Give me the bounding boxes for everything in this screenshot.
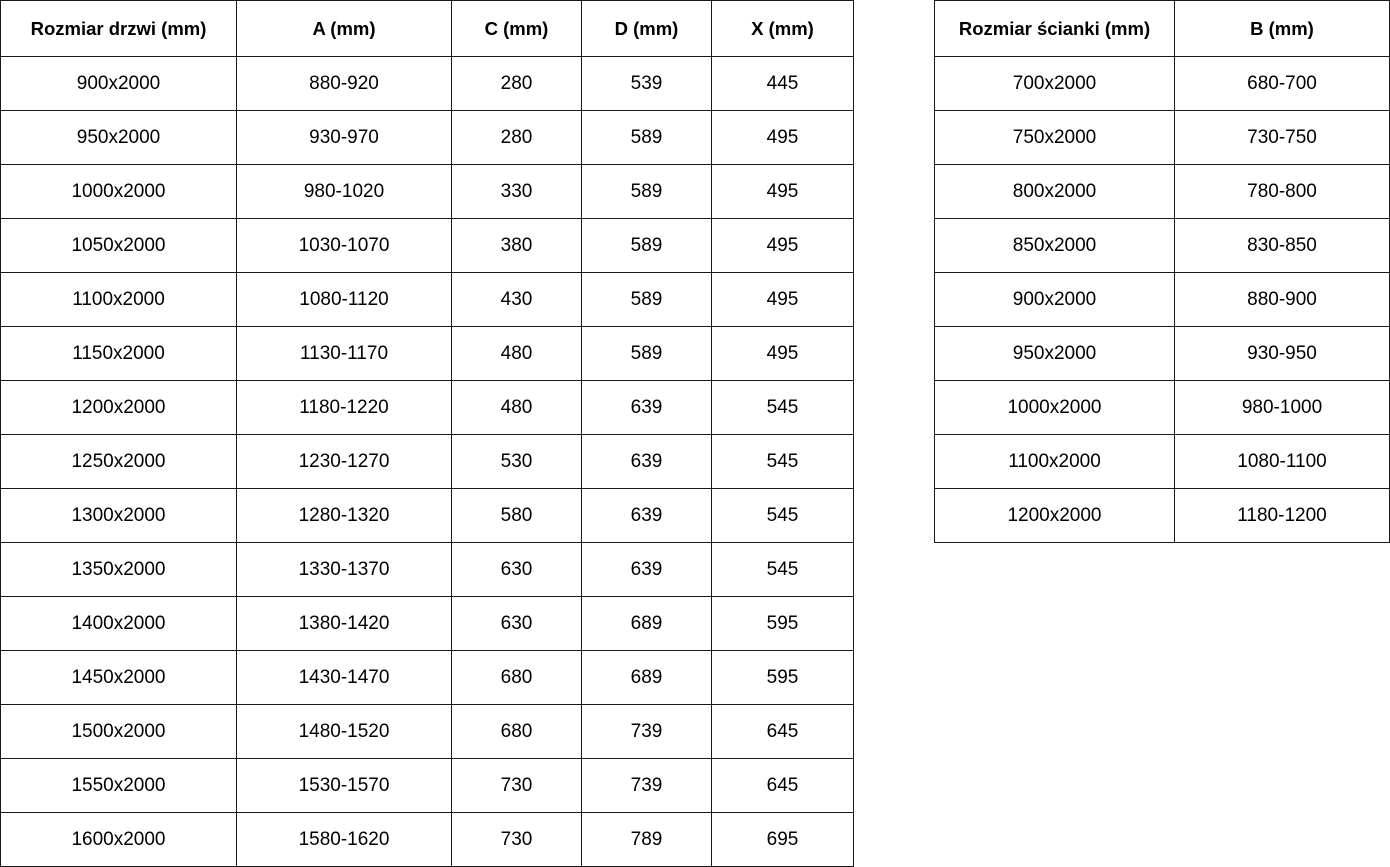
table-cell: 1200x2000 bbox=[935, 489, 1175, 543]
table-cell: 430 bbox=[452, 273, 582, 327]
table-cell: 930-970 bbox=[237, 111, 452, 165]
table-cell: 739 bbox=[582, 705, 712, 759]
table-row bbox=[1, 759, 854, 813]
table-row bbox=[1, 543, 854, 597]
table-cell: 1580-1620 bbox=[237, 813, 452, 867]
table-cell: 689 bbox=[582, 651, 712, 705]
table-cell: 545 bbox=[712, 489, 854, 543]
table-cell: 1250x2000 bbox=[1, 435, 237, 489]
table-row bbox=[935, 165, 1390, 219]
table-cell: 495 bbox=[712, 165, 854, 219]
table-cell: 380 bbox=[452, 219, 582, 273]
table-cell: 280 bbox=[452, 57, 582, 111]
table-cell: 950x2000 bbox=[1, 111, 237, 165]
table-cell: 480 bbox=[452, 327, 582, 381]
column-header-a: A (mm) bbox=[237, 1, 452, 57]
table-cell: 589 bbox=[582, 219, 712, 273]
table-cell: 639 bbox=[582, 381, 712, 435]
table-cell: 480 bbox=[452, 381, 582, 435]
table-header-row bbox=[1, 1, 854, 57]
table-cell: 1180-1200 bbox=[1175, 489, 1390, 543]
table-cell: 330 bbox=[452, 165, 582, 219]
table-cell: 1050x2000 bbox=[1, 219, 237, 273]
table-cell: 1400x2000 bbox=[1, 597, 237, 651]
column-header-wall-size: Rozmiar ścianki (mm) bbox=[935, 1, 1175, 57]
table-cell: 589 bbox=[582, 273, 712, 327]
table-cell: 639 bbox=[582, 489, 712, 543]
table-cell: 589 bbox=[582, 111, 712, 165]
table-cell: 1480-1520 bbox=[237, 705, 452, 759]
table-cell: 1080-1120 bbox=[237, 273, 452, 327]
table-cell: 1450x2000 bbox=[1, 651, 237, 705]
table-cell: 495 bbox=[712, 111, 854, 165]
table-cell: 950x2000 bbox=[935, 327, 1175, 381]
table-row bbox=[1, 57, 854, 111]
table-cell: 1500x2000 bbox=[1, 705, 237, 759]
table-cell: 1000x2000 bbox=[935, 381, 1175, 435]
table-row bbox=[1, 435, 854, 489]
table-cell: 980-1020 bbox=[237, 165, 452, 219]
table-cell: 639 bbox=[582, 543, 712, 597]
table-cell: 680 bbox=[452, 705, 582, 759]
table-header-row bbox=[935, 1, 1390, 57]
door-sizes-table-head bbox=[1, 1, 854, 57]
table-cell: 789 bbox=[582, 813, 712, 867]
table-row bbox=[935, 489, 1390, 543]
table-cell: 1350x2000 bbox=[1, 543, 237, 597]
table-cell: 645 bbox=[712, 705, 854, 759]
table-cell: 1000x2000 bbox=[1, 165, 237, 219]
table-cell: 730-750 bbox=[1175, 111, 1390, 165]
table-cell: 1600x2000 bbox=[1, 813, 237, 867]
table-cell: 1130-1170 bbox=[237, 327, 452, 381]
column-header-door-size: Rozmiar drzwi (mm) bbox=[1, 1, 237, 57]
table-cell: 1100x2000 bbox=[1, 273, 237, 327]
table-row bbox=[935, 327, 1390, 381]
table-row bbox=[1, 219, 854, 273]
table-cell: 1530-1570 bbox=[237, 759, 452, 813]
table-row bbox=[935, 435, 1390, 489]
table-row bbox=[1, 705, 854, 759]
table-row bbox=[1, 489, 854, 543]
table-cell: 1550x2000 bbox=[1, 759, 237, 813]
table-cell: 1030-1070 bbox=[237, 219, 452, 273]
table-cell: 495 bbox=[712, 273, 854, 327]
column-header-x: X (mm) bbox=[712, 1, 854, 57]
table-cell: 680 bbox=[452, 651, 582, 705]
table-cell: 880-900 bbox=[1175, 273, 1390, 327]
table-cell: 639 bbox=[582, 435, 712, 489]
table-row bbox=[935, 273, 1390, 327]
table-cell: 1230-1270 bbox=[237, 435, 452, 489]
table-cell: 589 bbox=[582, 327, 712, 381]
table-cell: 495 bbox=[712, 327, 854, 381]
table-cell: 1200x2000 bbox=[1, 381, 237, 435]
table-row bbox=[1, 165, 854, 219]
table-cell: 689 bbox=[582, 597, 712, 651]
table-row bbox=[935, 219, 1390, 273]
table-row bbox=[1, 381, 854, 435]
wall-sizes-table-body bbox=[935, 57, 1390, 543]
table-cell: 539 bbox=[582, 57, 712, 111]
table-cell: 730 bbox=[452, 813, 582, 867]
table-cell: 630 bbox=[452, 543, 582, 597]
table-cell: 739 bbox=[582, 759, 712, 813]
table-row bbox=[1, 651, 854, 705]
wall-sizes-table-head bbox=[935, 1, 1390, 57]
column-header-d: D (mm) bbox=[582, 1, 712, 57]
table-cell: 930-950 bbox=[1175, 327, 1390, 381]
table-cell: 1280-1320 bbox=[237, 489, 452, 543]
table-cell: 589 bbox=[582, 165, 712, 219]
table-cell: 780-800 bbox=[1175, 165, 1390, 219]
table-cell: 630 bbox=[452, 597, 582, 651]
table-cell: 695 bbox=[712, 813, 854, 867]
table-cell: 1100x2000 bbox=[935, 435, 1175, 489]
table-cell: 1150x2000 bbox=[1, 327, 237, 381]
table-row bbox=[1, 813, 854, 867]
table-row bbox=[1, 597, 854, 651]
table-cell: 880-920 bbox=[237, 57, 452, 111]
table-cell: 1180-1220 bbox=[237, 381, 452, 435]
table-cell: 730 bbox=[452, 759, 582, 813]
table-cell: 645 bbox=[712, 759, 854, 813]
table-cell: 1330-1370 bbox=[237, 543, 452, 597]
table-cell: 850x2000 bbox=[935, 219, 1175, 273]
table-cell: 830-850 bbox=[1175, 219, 1390, 273]
table-cell: 580 bbox=[452, 489, 582, 543]
table-cell: 750x2000 bbox=[935, 111, 1175, 165]
table-cell: 545 bbox=[712, 435, 854, 489]
table-cell: 280 bbox=[452, 111, 582, 165]
table-cell: 495 bbox=[712, 219, 854, 273]
table-cell: 595 bbox=[712, 651, 854, 705]
table-cell: 900x2000 bbox=[935, 273, 1175, 327]
table-cell: 545 bbox=[712, 543, 854, 597]
table-row bbox=[1, 111, 854, 165]
table-cell: 595 bbox=[712, 597, 854, 651]
column-header-c: C (mm) bbox=[452, 1, 582, 57]
table-cell: 1080-1100 bbox=[1175, 435, 1390, 489]
table-cell: 680-700 bbox=[1175, 57, 1390, 111]
table-row bbox=[1, 327, 854, 381]
table-row bbox=[935, 57, 1390, 111]
table-row bbox=[935, 111, 1390, 165]
table-cell: 530 bbox=[452, 435, 582, 489]
table-cell: 1300x2000 bbox=[1, 489, 237, 543]
table-cell: 900x2000 bbox=[1, 57, 237, 111]
table-cell: 545 bbox=[712, 381, 854, 435]
table-cell: 700x2000 bbox=[935, 57, 1175, 111]
table-cell: 445 bbox=[712, 57, 854, 111]
table-cell: 980-1000 bbox=[1175, 381, 1390, 435]
table-row bbox=[1, 273, 854, 327]
table-cell: 1380-1420 bbox=[237, 597, 452, 651]
table-cell: 1430-1470 bbox=[237, 651, 452, 705]
door-sizes-table-body bbox=[1, 57, 854, 867]
table-cell: 800x2000 bbox=[935, 165, 1175, 219]
wall-sizes-table bbox=[934, 0, 1390, 543]
table-row bbox=[935, 381, 1390, 435]
column-header-b: B (mm) bbox=[1175, 1, 1390, 57]
